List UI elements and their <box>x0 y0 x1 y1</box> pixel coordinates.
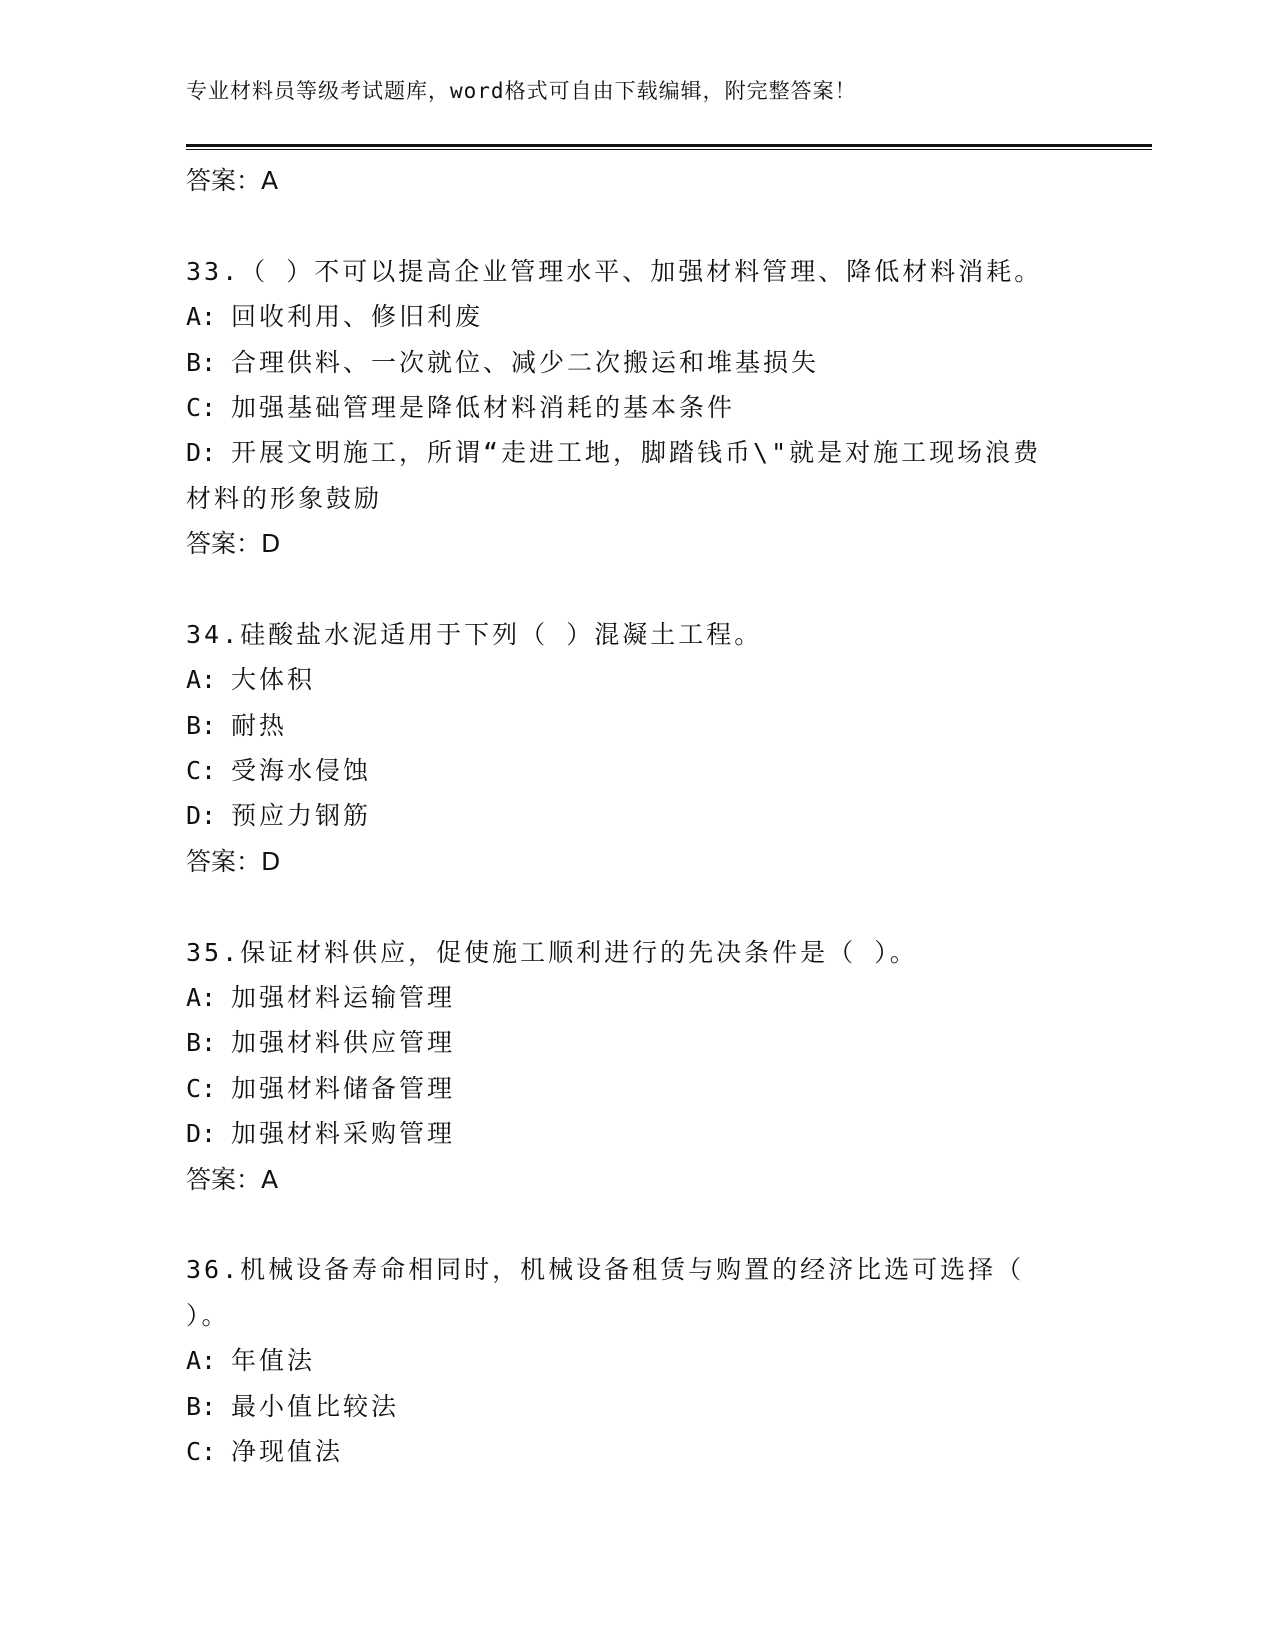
option-a <box>186 1338 1086 1383</box>
option-letter: A: <box>186 983 217 1013</box>
option-letter: C: <box>186 1436 217 1466</box>
option-letter: D: <box>186 801 217 831</box>
option-b <box>186 703 1086 748</box>
option-letter: B: <box>186 710 217 740</box>
option-text: 加强材料供应管理 <box>231 1028 456 1058</box>
option-text: 加强材料采购管理 <box>231 1119 456 1149</box>
option-letter: A: <box>186 665 217 695</box>
option-b <box>186 1020 1086 1065</box>
answer-line: 答案：D <box>186 529 281 559</box>
option-letter: A: <box>186 1346 217 1376</box>
option-letter: B: <box>186 1028 217 1058</box>
option-c <box>186 748 1086 793</box>
option-text: 最小值比较法 <box>231 1391 400 1421</box>
option-letter: C: <box>186 756 217 786</box>
option-d <box>186 793 1086 838</box>
option-text: 回收利用、修旧利废 <box>231 302 484 332</box>
option-letter: B: <box>186 1391 217 1421</box>
spacer <box>186 203 1086 248</box>
option-text: 大体积 <box>231 665 316 695</box>
option-a <box>186 294 1086 339</box>
option-letter: D: <box>186 1119 217 1149</box>
option-letter: B: <box>186 347 217 377</box>
question-stem: 34.硅酸盐水泥适用于下列（ ）混凝土工程。 <box>186 619 763 649</box>
option-b <box>186 340 1086 385</box>
option-letter: A: <box>186 302 217 332</box>
option-text: 加强材料运输管理 <box>231 983 456 1013</box>
option-text: 耐热 <box>231 710 288 740</box>
answer-line: 答案：D <box>186 846 281 876</box>
option-b <box>186 1384 1086 1429</box>
option-text: 净现值法 <box>231 1436 344 1466</box>
option-text: 合理供料、一次就位、减少二次搬运和堆基损失 <box>231 347 820 377</box>
option-letter: C: <box>186 392 217 422</box>
option-text: 预应力钢筋 <box>231 801 372 831</box>
option-text: 受海水侵蚀 <box>231 756 372 786</box>
spacer <box>186 884 1086 929</box>
option-c <box>186 1429 1086 1474</box>
option-d-continuation: 材料的形象鼓励 <box>186 483 383 513</box>
question-stem-continuation: ）。 <box>186 1300 230 1330</box>
question-stem: 33.（ ）不可以提高企业管理水平、加强材料管理、降低材料消耗。 <box>186 256 1043 286</box>
answer-line: 答案：A <box>186 1164 279 1194</box>
option-text: 开展文明施工，所谓“走进工地，脚踏钱币\"就是对施工现场浪费 <box>231 438 1042 468</box>
option-c <box>186 1066 1086 1111</box>
page-header: 专业材料员等级考试题库，word格式可自由下载编辑，附完整答案！ <box>186 79 857 103</box>
option-text: 年值法 <box>231 1346 316 1376</box>
option-a <box>186 657 1086 702</box>
answer-line: 答案：A <box>186 166 279 195</box>
question-stem: 36.机械设备寿命相同时，机械设备租赁与购置的经济比选可选择（ <box>186 1255 1025 1285</box>
option-letter: C: <box>186 1073 217 1103</box>
option-letter: D: <box>186 438 217 468</box>
option-text: 加强材料储备管理 <box>231 1073 456 1103</box>
option-text: 加强基础管理是降低材料消耗的基本条件 <box>231 392 736 422</box>
option-d <box>186 1111 1086 1156</box>
header-divider-thick <box>186 144 1152 147</box>
spacer <box>186 1202 1086 1247</box>
question-stem: 35.保证材料供应，促使施工顺利进行的先决条件是（ ）。 <box>186 937 918 967</box>
spacer <box>186 567 1086 612</box>
option-c <box>186 385 1086 430</box>
question-list <box>186 158 1086 1474</box>
option-d <box>186 430 1086 475</box>
header-divider-thin <box>186 149 1152 150</box>
option-a <box>186 975 1086 1020</box>
